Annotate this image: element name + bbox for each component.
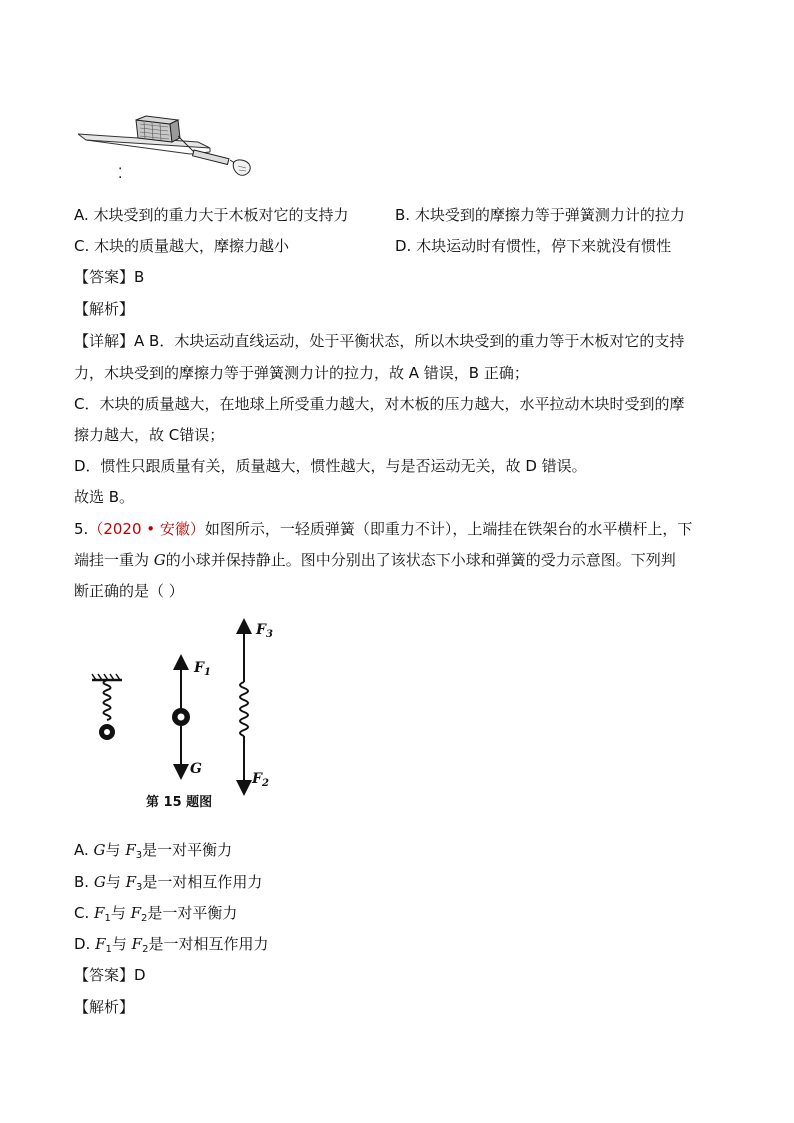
q4-detail-line-1 [74, 330, 684, 351]
answer-label: 【答案】 [74, 966, 135, 984]
q4-option-c: C. 木块的质量越大，摩擦力越小 [74, 237, 290, 255]
stem-text: 端挂一重为 [74, 551, 154, 569]
q5-stem-line-1 [74, 518, 692, 539]
stem-text: 如图所示，一轻质弹簧（即重力不计），上端挂在铁架台的水平横杆上，下 [204, 520, 693, 538]
label-f1: $F_1$ [194, 660, 211, 678]
q5-option-b: B. G与 $F_3$是一对相互作用力 [74, 873, 263, 893]
figure-caption: 第 15 题图 [146, 795, 213, 810]
answer-label: 【答案】 [74, 268, 135, 286]
detail-text: A B．木块运动直线运动，处于平衡状态，所以木块受到的重力等于木板对它的支持 [134, 332, 685, 350]
block-board-figure [78, 108, 258, 188]
q4-detail-line-2: 力，木块受到的摩擦力等于弹簧测力计的拉力，故 A 错误，B 正确； [74, 364, 529, 382]
answer-value: D [134, 966, 146, 984]
label-g: G [190, 761, 202, 777]
label-f3: $F_3$ [256, 622, 273, 640]
q4-conclusion: 故选 B。 [74, 488, 135, 506]
q4-answer [74, 266, 144, 287]
spring-force-diagram [80, 612, 280, 812]
label-f2: $F_2$ [252, 771, 269, 789]
question-number: 5. [74, 520, 89, 538]
figure-dots: ⁚ [118, 166, 123, 182]
q4-detail-line-4: 擦力越大，故 C错误； [74, 426, 225, 444]
q4-option-a: A. 木块受到的重力大于木板对它的支持力 [74, 206, 349, 224]
detail-label: 【详解】 [74, 332, 135, 350]
q4-option-d: D. 木块运动时有惯性，停下来就没有惯性 [395, 237, 672, 255]
q5-option-d: D. $F_1$与 $F_2$是一对相互作用力 [74, 935, 269, 955]
variable-g: G [153, 551, 166, 569]
q4-option-b: B. 木块受到的摩擦力等于弹簧测力计的拉力 [395, 206, 685, 224]
q4-analysis-label: 【解析】 [74, 300, 135, 318]
question-source: （2020 • 安徽） [88, 520, 205, 538]
q5-stem-line-3: 断正确的是（ ） [74, 582, 184, 600]
q5-answer [74, 964, 146, 985]
q5-analysis-label: 【解析】 [74, 998, 135, 1016]
q4-detail-line-3: C．木块的质量越大，在地球上所受重力越大，对木板的压力越大，水平拉动木块时受到的摩 [74, 395, 685, 413]
q5-option-c: C. $F_1$与 $F_2$是一对平衡力 [74, 904, 238, 924]
answer-value: B [134, 268, 145, 286]
q5-stem-line-2 [74, 549, 676, 570]
q4-detail-line-5: D．惯性只跟质量有关，质量越大，惯性越大，与是否运动无关，故 D 错误。 [74, 457, 587, 475]
q5-option-a: A. G与 $F_3$是一对平衡力 [74, 841, 233, 861]
stem-text: 的小球并保持静止。图中分别出了该状态下小球和弹簧的受力示意图。下列判 [165, 551, 676, 569]
